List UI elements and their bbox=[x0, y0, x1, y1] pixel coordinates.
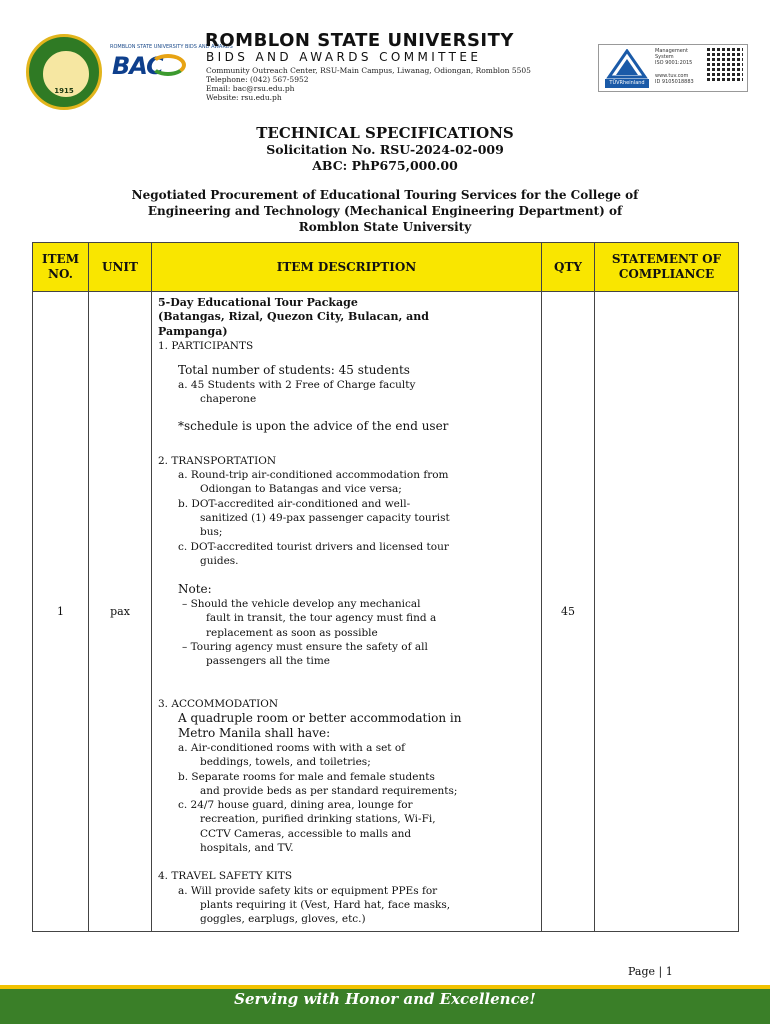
address: Community Outreach Center, RSU-Main Campus, Liwanag, Odiongan, Romblon 5505 bbox=[206, 66, 531, 75]
table-header-row bbox=[33, 243, 739, 292]
list-item: a. Will provide safety kits or equipment PPEs for bbox=[178, 884, 438, 897]
list-item: chaperone bbox=[200, 393, 257, 406]
list-item: a. Round-trip air-conditioned accommodation from bbox=[178, 469, 449, 482]
list-item: Odiongan to Batangas and vice versa; bbox=[200, 483, 402, 496]
header-description: ITEM DESCRIPTION bbox=[152, 243, 542, 292]
description-cell bbox=[152, 292, 542, 932]
list-item: a. 45 Students with 2 Free of Charge faculty bbox=[178, 379, 416, 392]
list-item: CCTV Cameras, accessible to malls and bbox=[200, 827, 412, 840]
cert-line: System bbox=[655, 54, 674, 60]
university-seal-logo bbox=[26, 34, 102, 110]
list-item: hospitals, and TV. bbox=[200, 842, 294, 855]
list-item: b. DOT-accredited air-conditioned and well- bbox=[178, 497, 411, 510]
footer-motto: Serving with Honor and Excellence! bbox=[234, 990, 536, 1008]
list-item: bus; bbox=[200, 526, 223, 539]
header-qty: QTY bbox=[542, 243, 595, 292]
iso-certification-badge bbox=[598, 44, 748, 92]
section-heading: 3. ACCOMMODATION bbox=[158, 697, 279, 710]
section-heading: 4. TRAVEL SAFETY KITS bbox=[158, 870, 293, 883]
qty-cell: 45 bbox=[542, 292, 595, 932]
bac-logo: BAC bbox=[112, 52, 163, 80]
website: Website: rsu.edu.ph bbox=[206, 93, 282, 102]
item-no-cell: 1 bbox=[33, 292, 89, 932]
tuv-triangle-icon bbox=[605, 49, 649, 79]
letterhead bbox=[0, 0, 770, 112]
page-number: Page | 1 bbox=[628, 965, 673, 978]
telephone: Telephone: (042) 567-5952 bbox=[206, 75, 309, 84]
header-compliance: STATEMENT OF COMPLIANCE bbox=[595, 243, 739, 292]
cert-line: ISO 9001:2015 bbox=[655, 60, 693, 66]
tuv-label: TÜVRheinland bbox=[605, 79, 649, 88]
list-item: beddings, towels, and toiletries; bbox=[200, 756, 371, 769]
package-title: 5-Day Educational Tour Package bbox=[158, 296, 358, 309]
list-item: c. 24/7 house guard, dining area, lounge for bbox=[178, 799, 413, 812]
schedule-note: *schedule is upon the advice of the end user bbox=[178, 418, 449, 433]
committee-name: BIDS AND AWARDS COMMITTEE bbox=[206, 50, 482, 64]
section-heading: 1. PARTICIPANTS bbox=[158, 339, 254, 352]
section-heading: 2. TRANSPORTATION bbox=[158, 454, 277, 467]
seal-year: 1915 bbox=[54, 87, 74, 95]
list-item: – Touring agency must ensure the safety of all bbox=[182, 641, 428, 654]
header-unit: UNIT bbox=[89, 243, 152, 292]
list-item: recreation, purified drinking stations, Wi-Fi, bbox=[200, 813, 436, 826]
solicitation-number: Solicitation No. RSU-2024-02-009 bbox=[266, 142, 504, 157]
list-item: passengers all the time bbox=[206, 655, 331, 668]
qr-code-icon bbox=[707, 47, 743, 83]
specifications-table bbox=[32, 242, 739, 932]
list-item: Metro Manila shall have: bbox=[178, 725, 331, 740]
list-item: b. Separate rooms for male and female students bbox=[178, 770, 435, 783]
doc-title: TECHNICAL SPECIFICATIONS bbox=[256, 124, 514, 142]
procurement-title-line: Engineering and Technology (Mechanical Engineering Department) of bbox=[147, 204, 623, 218]
note-label: Note: bbox=[178, 582, 212, 597]
list-item: replacement as soon as possible bbox=[206, 626, 378, 639]
list-item: plants requiring it (Vest, Hard hat, face masks, bbox=[200, 898, 451, 911]
header-item-no: ITEM NO. bbox=[33, 243, 89, 292]
package-title: Pampanga) bbox=[158, 324, 228, 338]
procurement-title-line: Negotiated Procurement of Educational Touring Services for the College of bbox=[131, 188, 639, 202]
list-item: Total number of students: 45 students bbox=[178, 363, 410, 378]
cert-line: www.tuv.com bbox=[655, 73, 689, 79]
procurement-title-line: Romblon State University bbox=[298, 220, 472, 234]
list-item: guides. bbox=[200, 554, 239, 567]
list-item: – Should the vehicle develop any mechanical bbox=[182, 598, 421, 611]
bac-swoosh-icon bbox=[150, 54, 186, 76]
list-item: sanitized (1) 49-pax passenger capacity tourist bbox=[200, 511, 450, 524]
bac-logo-caption: ROMBLON STATE UNIVERSITY BIDS AND AWARDS bbox=[110, 44, 233, 50]
table-row bbox=[33, 292, 739, 932]
unit-cell: pax bbox=[89, 292, 152, 932]
list-item: A quadruple room or better accommodation in bbox=[178, 710, 462, 725]
list-item: c. DOT-accredited tourist drivers and licensed tour bbox=[178, 540, 449, 553]
cert-line: ID 9105018883 bbox=[655, 79, 694, 85]
package-title: (Batangas, Rizal, Quezon City, Bulacan, and bbox=[158, 310, 429, 324]
list-item: fault in transit, the tour agency must find a bbox=[206, 612, 437, 625]
list-item: goggles, earplugs, gloves, etc.) bbox=[200, 913, 366, 926]
list-item: and provide beds as per standard requirements; bbox=[200, 784, 458, 797]
abc-amount: ABC: PhP675,000.00 bbox=[312, 158, 458, 173]
compliance-cell bbox=[595, 292, 739, 932]
cert-line: Management bbox=[655, 48, 688, 54]
list-item: a. Air-conditioned rooms with with a set of bbox=[178, 741, 406, 754]
university-name: ROMBLON STATE UNIVERSITY bbox=[205, 30, 514, 51]
email: Email: bac@rsu.edu.ph bbox=[206, 84, 295, 93]
